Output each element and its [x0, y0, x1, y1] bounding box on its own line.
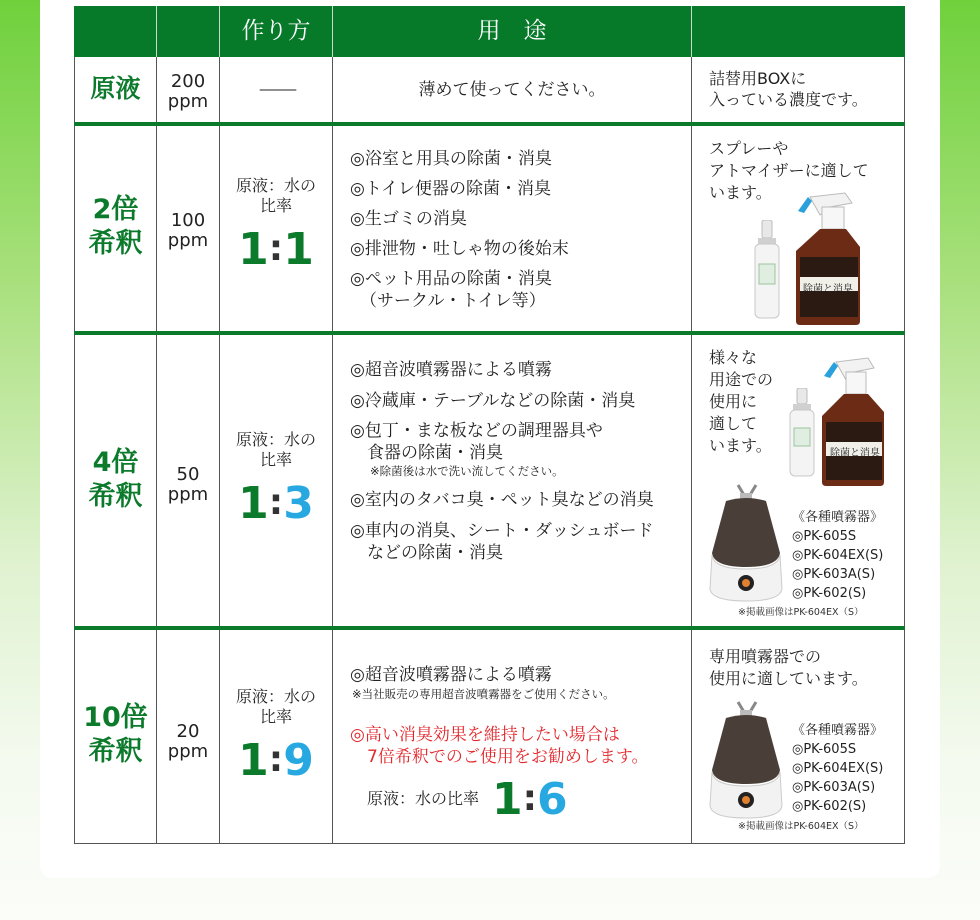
row4-alt-ratio-colon: :	[522, 778, 538, 819]
row2-ratio	[220, 224, 332, 275]
row3-usage-item: 食器の除菌・消臭	[367, 443, 503, 463]
row3-note-line3: 使用に	[709, 392, 758, 411]
table-header	[74, 6, 905, 57]
row3-ppm-unit: ppm	[167, 484, 209, 505]
row4-usage-note: ※当社販売の専用超音波噴霧器をご使用ください。	[352, 687, 615, 701]
row4-ppm-value: 20	[176, 721, 200, 742]
row2-usage-item: ◎排泄物・吐しゃ物の後始末	[350, 239, 569, 259]
row4-alt-ratio-label: 原液：水の比率	[367, 789, 480, 808]
row3-name-line1: 4倍	[92, 447, 139, 478]
row1-usage: 薄めて使ってください。	[418, 80, 606, 100]
row2-ratio-label-line2: 比率	[259, 196, 292, 215]
header-separator	[691, 6, 692, 57]
row4-ratio-label-line2: 比率	[259, 707, 292, 726]
row3-note-line5: います。	[709, 436, 772, 455]
row1-method-dash: ———	[259, 82, 295, 98]
row3-usage-note: ※除菌後は水で洗い流してください。	[370, 464, 564, 478]
header-method: 作り方	[241, 18, 311, 44]
row4-ratio-b: 9	[283, 735, 314, 786]
row4-recommend-line1: ◎高い消臭効果を維持したい場合は	[350, 725, 620, 745]
row2-usage-item: （サークル・トイレ等）	[360, 291, 546, 311]
large-bottle-label: 除菌と消臭	[803, 284, 853, 295]
row2-name-line2: 希釈	[88, 228, 143, 259]
small-spray-bottle-image	[752, 220, 782, 320]
row-divider	[74, 122, 905, 126]
row3-usage-item: ◎車内の消臭、シート・ダッシュボード	[350, 521, 654, 541]
row2-ppm-unit: ppm	[167, 230, 209, 251]
row4-model-item: ◎PK-605S	[792, 742, 857, 757]
row4-photo-note: ※掲載画像はPK-604EX（S）	[738, 821, 864, 832]
row-divider	[74, 626, 905, 630]
row3-note-line4: 適して	[709, 414, 758, 433]
row4-model-item: ◎PK-603A(S)	[792, 780, 876, 795]
row3-ratio-b: 3	[283, 478, 314, 529]
row2-ratio-a: 1	[238, 224, 269, 275]
row3-usage-item: ◎超音波噴霧器による噴霧	[350, 360, 552, 380]
row-divider	[74, 331, 905, 335]
row1-ppm-value: 200	[170, 71, 206, 92]
row3-ratio	[220, 478, 332, 529]
row3-usage-item: ◎包丁・まな板などの調理器具や	[350, 421, 603, 441]
row3-ppm-value: 50	[176, 464, 200, 485]
table-border-bottom	[74, 843, 905, 844]
row4-recommend-line2: 7倍希釈でのご使用をお勧めします。	[367, 747, 649, 767]
row4-model-item: ◎PK-604EX(S)	[792, 761, 884, 776]
row4-model-item: ◎PK-602(S)	[792, 799, 867, 814]
row3-model-item: ◎PK-602(S)	[792, 586, 867, 601]
row4-ratio-a: 1	[238, 735, 269, 786]
row4-ratio	[220, 735, 332, 786]
row4-alt-ratio	[492, 774, 582, 825]
row1-note-line2: 入っている濃度です。	[709, 90, 868, 109]
row3-ratio-label-line1: 原液：水の	[235, 430, 316, 449]
row2-note-line3: います。	[709, 183, 772, 202]
row1-ppm-unit: ppm	[167, 91, 209, 112]
humidifier-image	[706, 483, 788, 603]
row2-usage-item: ◎浴室と用具の除菌・消臭	[350, 149, 552, 169]
row2-note-line2: アトマイザーに適して	[709, 161, 869, 180]
row2-name-line1: 2倍	[92, 194, 139, 225]
row3-usage-item: などの除菌・消臭	[367, 543, 503, 563]
row3-model-item: ◎PK-604EX(S)	[792, 548, 884, 563]
row3-models-title: 《各種噴霧器》	[792, 510, 884, 525]
row3-note-line1: 様々な	[709, 348, 758, 367]
row2-ratio-colon: :	[268, 228, 284, 269]
small-spray-bottle-image	[788, 388, 816, 478]
row4-name-line2: 希釈	[88, 736, 143, 767]
row4-ppm-unit: ppm	[167, 741, 209, 762]
column-divider	[332, 57, 333, 844]
header-separator	[156, 6, 157, 57]
row2-note-line1: スプレーや	[709, 139, 789, 158]
row4-alt-ratio-a: 1	[492, 774, 523, 825]
row2-ppm-value: 100	[170, 210, 206, 231]
column-divider	[691, 57, 692, 844]
row4-note-line2: 使用に適しています。	[709, 669, 868, 688]
row3-ratio-colon: :	[268, 482, 284, 523]
row2-usage-item: ◎生ゴミの消臭	[350, 209, 467, 229]
table-border-right	[904, 57, 905, 844]
row2-usage-item: ◎トイレ便器の除菌・消臭	[350, 179, 551, 199]
row3-note-line2: 用途での	[709, 370, 774, 389]
row2-ratio-b: 1	[283, 224, 314, 275]
row1-name: 原液	[90, 74, 141, 103]
large-spray-bottle-image	[818, 352, 898, 487]
large-spray-bottle-image	[790, 187, 880, 327]
humidifier-image	[706, 700, 788, 820]
row2-ratio-label-line1: 原液：水の	[235, 176, 316, 195]
row4-usage-item: ◎超音波噴霧器による噴霧	[350, 665, 552, 685]
row4-alt-ratio-b: 6	[537, 774, 568, 825]
row3-model-item: ◎PK-605S	[792, 529, 857, 544]
row4-ratio-colon: :	[268, 739, 284, 780]
row3-model-item: ◎PK-603A(S)	[792, 567, 876, 582]
row3-usage-item: ◎室内のタバコ臭・ペット臭などの消臭	[350, 490, 654, 510]
row2-usage-item: ◎ペット用品の除菌・消臭	[350, 269, 552, 289]
header-usage: 用 途	[477, 18, 547, 44]
row4-name-line1: 10倍	[83, 702, 148, 733]
row1-note-line1: 詰替用BOXに	[709, 69, 807, 88]
large-bottle-label: 除菌と消臭	[830, 448, 880, 459]
row3-photo-note: ※掲載画像はPK-604EX（S）	[738, 607, 864, 618]
row4-models-title: 《各種噴霧器》	[792, 723, 884, 738]
row3-name-line2: 希釈	[88, 481, 143, 512]
row4-ratio-label-line1: 原液：水の	[235, 687, 316, 706]
row3-ratio-label-line2: 比率	[259, 450, 292, 469]
row3-usage-item: ◎冷蔵庫・テーブルなどの除菌・消臭	[350, 391, 636, 411]
row4-note-line1: 専用噴霧器での	[709, 647, 822, 666]
row3-ratio-a: 1	[238, 478, 269, 529]
